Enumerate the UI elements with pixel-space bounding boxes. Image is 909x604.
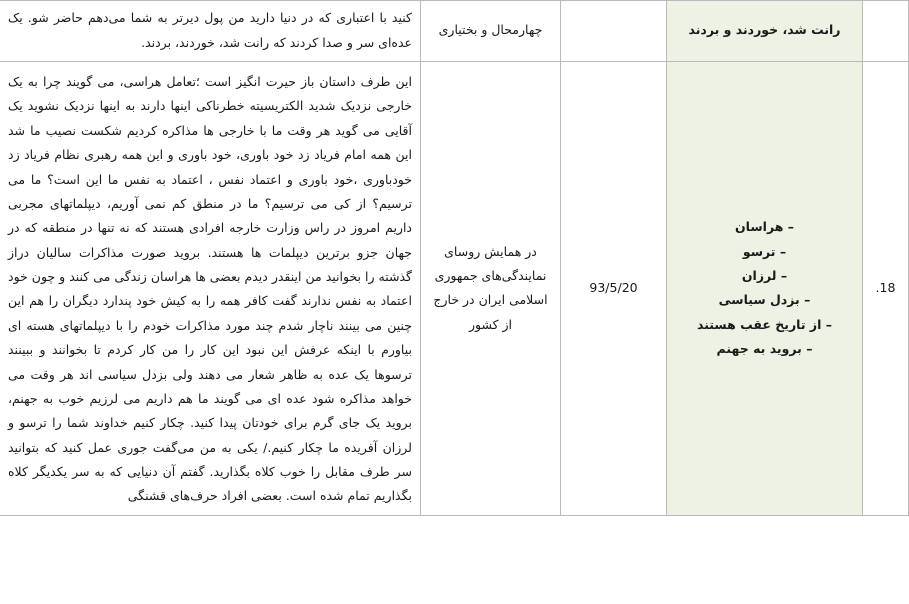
row-title-line: – لرزان bbox=[741, 268, 788, 283]
row-title bbox=[667, 62, 863, 516]
row-body: کنید با اعتباری که در دنیا دارید من پول دیرتر به شما می‌دهم حاضر شو. یک عده‌ای سر و صدا کردند که رانت شد، خوردند، بردند. bbox=[0, 1, 421, 62]
row-number: .18 bbox=[863, 62, 909, 516]
row-date: 93/5/20 bbox=[561, 62, 667, 516]
table-row bbox=[0, 62, 909, 516]
row-event: چهارمحال و بختیاری bbox=[421, 1, 561, 62]
row-date bbox=[561, 1, 667, 62]
row-number bbox=[863, 1, 909, 62]
row-title-line: – بزدل سیاسی bbox=[718, 292, 811, 308]
row-body: این طرف داستان باز حیرت انگیز است ؛تعامل هراسی، می گویند چرا به یک خارجی نزدیک شدید الکتریسیته خطرناکی اینها دارند به اینها نزدیک نشوید یک آقایی می گوید هر وقت ما با خارجی ها مذاکره کردیم شکست نصیب ما شد این همه امام فریاد زد خود باوری، خود باوری و این همه رهبری نظام فریاد زد خودباوری ،خود باوری و اعتماد نفس ، اعتماد به نفس ما این است؟ ما می ترسیم؟ از کی می ترسیم؟ ما در منطق کم نمی آوریم، دیپلماتهای مجربی داریم امروز در راس وزارت خارجه افرادی هستند که نه تنها در منطقه که در جهان جزو برترین دیپلمات ها هستند. بروید صورت مذاکرات سالیان دراز گذشته را بخوانید من اینقدر دیدم بعضی ها هراسان زندگی می کنند و چون خود اعتماد به نفس ندارند گفت کافر همه را به کیش خود پندارد دیگران را هم این چنین می بینند ناچار شدم چند مورد مذاکرات خودم را با دیپلماتهای هسته ای بیاورم با اینکه عرفش این نبود این کار را من کار کردم تا بخوانند و ببینند ترسوها یک عده به ظاهر شعار می دهند ولی بزدل سیاسی اند هر وقت می خواهد مذاکره شود عده ای می گویند ما هم داریم می لرزیم خوب به جهنم، بروید یک جای گرم برای خودتان پیدا کنید. چکار کنیم خداوند شما را ترسو و لرزان آفریده ما چکار کنیم./ یکی به من می‌گفت جوری عمل کنید که بتوانید سر طرف مقابل را خوب کلاه بگذارید. گفتم آن دنیایی که به سر یکدیگر کلاه بگذاریم تمام شده است. بعضی افراد حرف‌های قشنگی bbox=[0, 62, 421, 516]
row-title-line: – هراسان bbox=[735, 219, 794, 235]
row-title-line: – از تاریخ عقب هستند bbox=[696, 316, 832, 332]
row-title: رانت شد، خوردند و بردند bbox=[667, 1, 863, 62]
row-title-line: – ترسو bbox=[742, 243, 787, 259]
row-title-line: – بروید به جهنم bbox=[716, 341, 813, 357]
table-row bbox=[0, 1, 909, 62]
row-event: در همایش روسای نمایندگی‌های جمهوری اسلامی ایران در خارج از کشور bbox=[421, 62, 561, 516]
